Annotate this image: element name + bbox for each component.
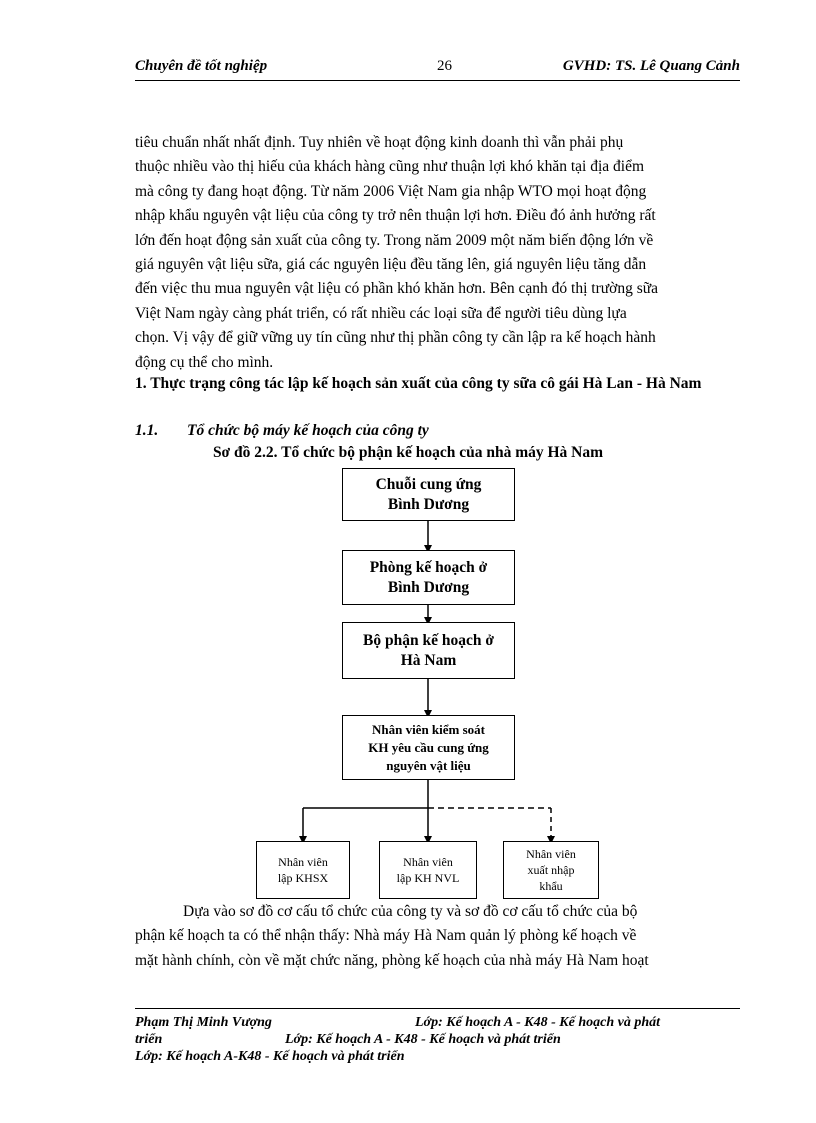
org-node-material-control-staff <box>342 715 515 780</box>
node-text: Bình Dương <box>387 578 470 596</box>
node-text: lập KHSX <box>277 871 329 885</box>
after-diagram-paragraph <box>135 900 740 973</box>
text-line: Việt Nam ngày càng phát triển, có rất nhiều các loại sữa để người tiêu dùng lựa <box>135 304 627 322</box>
text-line: lớn đến hoạt động sản xuất của công ty. Trong năm 2009 một năm biến động lớn về <box>135 231 654 249</box>
org-node-planning-unit-ha-nam <box>342 622 515 679</box>
node-text: nguyên vật liệu <box>386 757 471 773</box>
org-node-planning-dept-binh-duong <box>342 550 515 605</box>
footer-wrap-text: triển <box>135 1032 163 1047</box>
org-leaf-production-planner <box>256 841 350 899</box>
subsection-title: Tổ chức bộ máy kế hoạch của công ty <box>187 422 429 439</box>
node-text: Chuỗi cung ứng <box>375 475 482 493</box>
text-line: mà công ty đang hoạt động. Từ năm 2006 Việt Nam gia nhập WTO mọi hoạt động <box>135 182 647 200</box>
node-text: Nhân viên <box>278 855 328 869</box>
page-number: 26 <box>437 58 452 74</box>
footer-rule <box>135 1008 740 1009</box>
page-footer <box>135 1014 740 1065</box>
section-heading: 1. Thực trạng công tác lập kế hoạch sản xuất của công ty sữa cô gái Hà Lan - Hà Nam <box>135 375 702 392</box>
node-text: Hà Nam <box>400 651 457 669</box>
footer-class: Lớp: Kế hoạch A - K48 - Kế hoạch và phát <box>415 1015 660 1030</box>
header-title: Chuyên đề tốt nghiệp <box>135 58 268 74</box>
text-line: nhập khẩu nguyên vật liệu của công ty trở nên thuận lợi hơn. Điều đó ảnh hưởng rất <box>135 207 656 225</box>
subsection-number: 1.1. <box>135 422 159 439</box>
node-text: Bình Dương <box>387 495 470 513</box>
footer-class-repeat: Lớp: Kế hoạch A - K48 - Kế hoạch và phát triển <box>285 1032 561 1047</box>
text-line: mặt hành chính, còn về mặt chức năng, phòng kế hoạch của nhà máy Hà Nam hoạt <box>135 951 649 969</box>
text-line: thuộc nhiều vào thị hiếu của khách hàng cũng như thuận lợi khó khăn tại địa điểm <box>135 158 645 176</box>
text-line: Dựa vào sơ đồ cơ cấu tổ chức của công ty và sơ đồ cơ cấu tổ chức của bộ <box>183 903 638 920</box>
node-text: khẩu <box>539 879 563 893</box>
org-node-supply-chain <box>342 468 515 521</box>
node-text: Bộ phận kế hoạch ở <box>363 631 494 649</box>
node-text: Nhân viên <box>403 855 453 869</box>
text-line: tiêu chuẩn nhất nhất định. Tuy nhiên về hoạt động kinh doanh thì vẫn phải phụ <box>135 134 624 151</box>
node-text: Phòng kế hoạch ở <box>369 558 488 576</box>
text-line: phận kế hoạch ta có thể nhận thấy: Nhà máy Hà Nam quản lý phòng kế hoạch về <box>135 927 637 945</box>
org-leaf-material-planner <box>379 841 477 899</box>
text-line: đến việc thu mua nguyên vật liệu có phần khó khăn hơn. Bên cạnh đó thị trường sữa <box>135 280 659 298</box>
text-line: chọn. Vị vậy để giữ vững uy tín cũng như thị phần công ty cần lập ra kế hoạch hành <box>135 329 656 347</box>
node-text: Nhân viên kiểm soát <box>371 721 486 737</box>
node-text: Nhân viên <box>526 847 576 861</box>
diagram-caption: Sơ đồ 2.2. Tổ chức bộ phận kế hoạch của nhà máy Hà Nam <box>212 444 604 461</box>
footer-author: Phạm Thị Minh Vượng <box>135 1015 272 1030</box>
text-line: động cụ thể cho mình. <box>135 353 274 371</box>
node-text: lập KH NVL <box>396 871 460 885</box>
text-line: giá nguyên vật liệu sữa, giá các nguyên liệu đều tăng lên, giá nguyên liệu tăng dẫn <box>135 256 647 274</box>
header-supervisor: GVHD: TS. Lê Quang Cảnh <box>562 58 740 74</box>
node-text: KH yêu cầu cung ứng <box>368 739 489 755</box>
node-text: xuất nhập <box>527 863 575 877</box>
footer-class-line3: Lớp: Kế hoạch A-K48 - Kế hoạch và phát triển <box>135 1049 405 1064</box>
org-leaf-import-export-staff <box>503 841 599 899</box>
